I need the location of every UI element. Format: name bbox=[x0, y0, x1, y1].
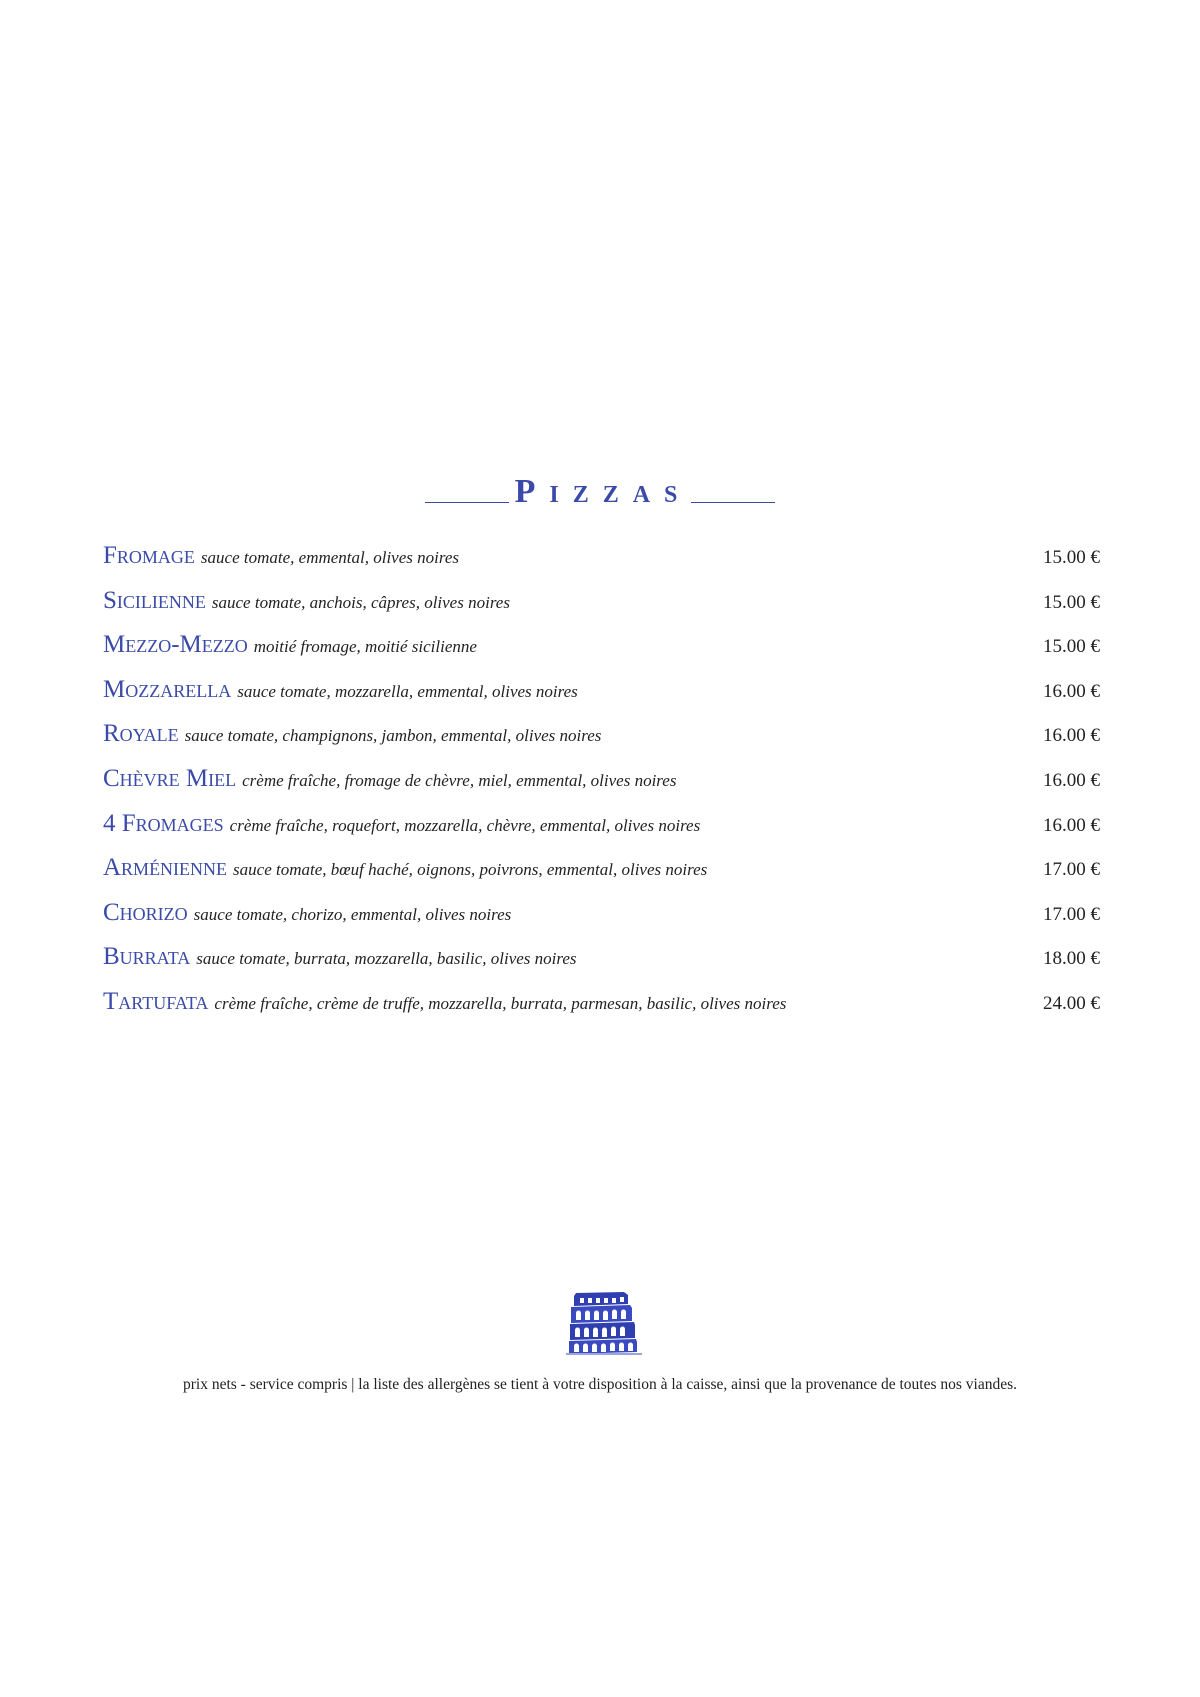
colosseum-icon bbox=[566, 1290, 644, 1356]
item-name: Fromage bbox=[103, 542, 195, 569]
item-name: Burrata bbox=[103, 943, 191, 971]
item-price: 17.00 € bbox=[1043, 859, 1100, 881]
menu-list bbox=[103, 542, 1100, 1033]
menu-item bbox=[103, 587, 1100, 632]
item-name: Arménienne bbox=[103, 854, 228, 882]
item-name: Tartufata bbox=[103, 987, 209, 1015]
section-heading bbox=[0, 475, 1200, 509]
menu-item bbox=[103, 854, 1100, 899]
item-name: Mozzarella bbox=[103, 675, 232, 703]
item-description: sauce tomate, anchois, câpres, olives noires bbox=[211, 592, 510, 612]
menu-item bbox=[103, 765, 1100, 810]
item-price: 15.00 € bbox=[1043, 547, 1100, 568]
footer-note: prix nets - service compris | la liste des allergènes se tient à votre disposition à la caisse, ainsi que la provenance de toutes nos viandes. bbox=[183, 1376, 1017, 1393]
item-price: 16.00 € bbox=[1043, 725, 1100, 747]
item-price: 24.00 € bbox=[1043, 992, 1100, 1014]
item-price: 16.00 € bbox=[1043, 680, 1100, 702]
item-description: sauce tomate, champignons, jambon, emmental, olives noires bbox=[184, 726, 602, 746]
heading-rule-left bbox=[425, 502, 509, 503]
item-description: sauce tomate, emmental, olives noires bbox=[200, 548, 460, 567]
menu-item bbox=[103, 899, 1100, 944]
item-description: sauce tomate, burrata, mozzarella, basilic, olives noires bbox=[196, 949, 577, 969]
item-name: 4 Fromages bbox=[103, 809, 224, 837]
item-description: sauce tomate, bœuf haché, oignons, poivrons, emmental, olives noires bbox=[233, 860, 708, 880]
heading-rule-right bbox=[691, 502, 775, 503]
item-price: 15.00 € bbox=[1043, 591, 1100, 613]
item-name: Sicilienne bbox=[103, 586, 206, 614]
item-price: 16.00 € bbox=[1043, 769, 1100, 791]
item-price: 15.00 € bbox=[1043, 636, 1100, 658]
item-description: moitié fromage, moitié sicilienne bbox=[253, 637, 477, 657]
item-name: Mezzo-Mezzo bbox=[103, 631, 248, 659]
menu-item bbox=[103, 631, 1100, 676]
menu-item bbox=[103, 676, 1100, 721]
menu-item bbox=[103, 943, 1100, 988]
item-description: crème fraîche, fromage de chèvre, miel, emmental, olives noires bbox=[242, 770, 677, 790]
item-name: Royale bbox=[103, 720, 179, 748]
item-description: crème fraîche, roquefort, mozzarella, chèvre, emmental, olives noires bbox=[229, 815, 701, 835]
item-description: crème fraîche, crème de truffe, mozzarella, burrata, parmesan, basilic, olives noires bbox=[214, 993, 787, 1013]
item-price: 16.00 € bbox=[1043, 814, 1100, 836]
menu-item bbox=[103, 988, 1100, 1033]
menu-item bbox=[103, 720, 1100, 765]
item-price: 18.00 € bbox=[1043, 948, 1100, 970]
item-name: Chorizo bbox=[103, 898, 188, 926]
menu-item bbox=[103, 810, 1100, 855]
item-description: sauce tomate, mozzarella, emmental, olives noires bbox=[237, 681, 578, 701]
menu-item bbox=[103, 542, 1100, 587]
section-title: Pizzas bbox=[514, 473, 692, 510]
item-name: Chèvre Miel bbox=[103, 764, 237, 792]
item-price: 17.00 € bbox=[1043, 903, 1100, 925]
item-description: sauce tomate, chorizo, emmental, olives noires bbox=[193, 904, 512, 924]
